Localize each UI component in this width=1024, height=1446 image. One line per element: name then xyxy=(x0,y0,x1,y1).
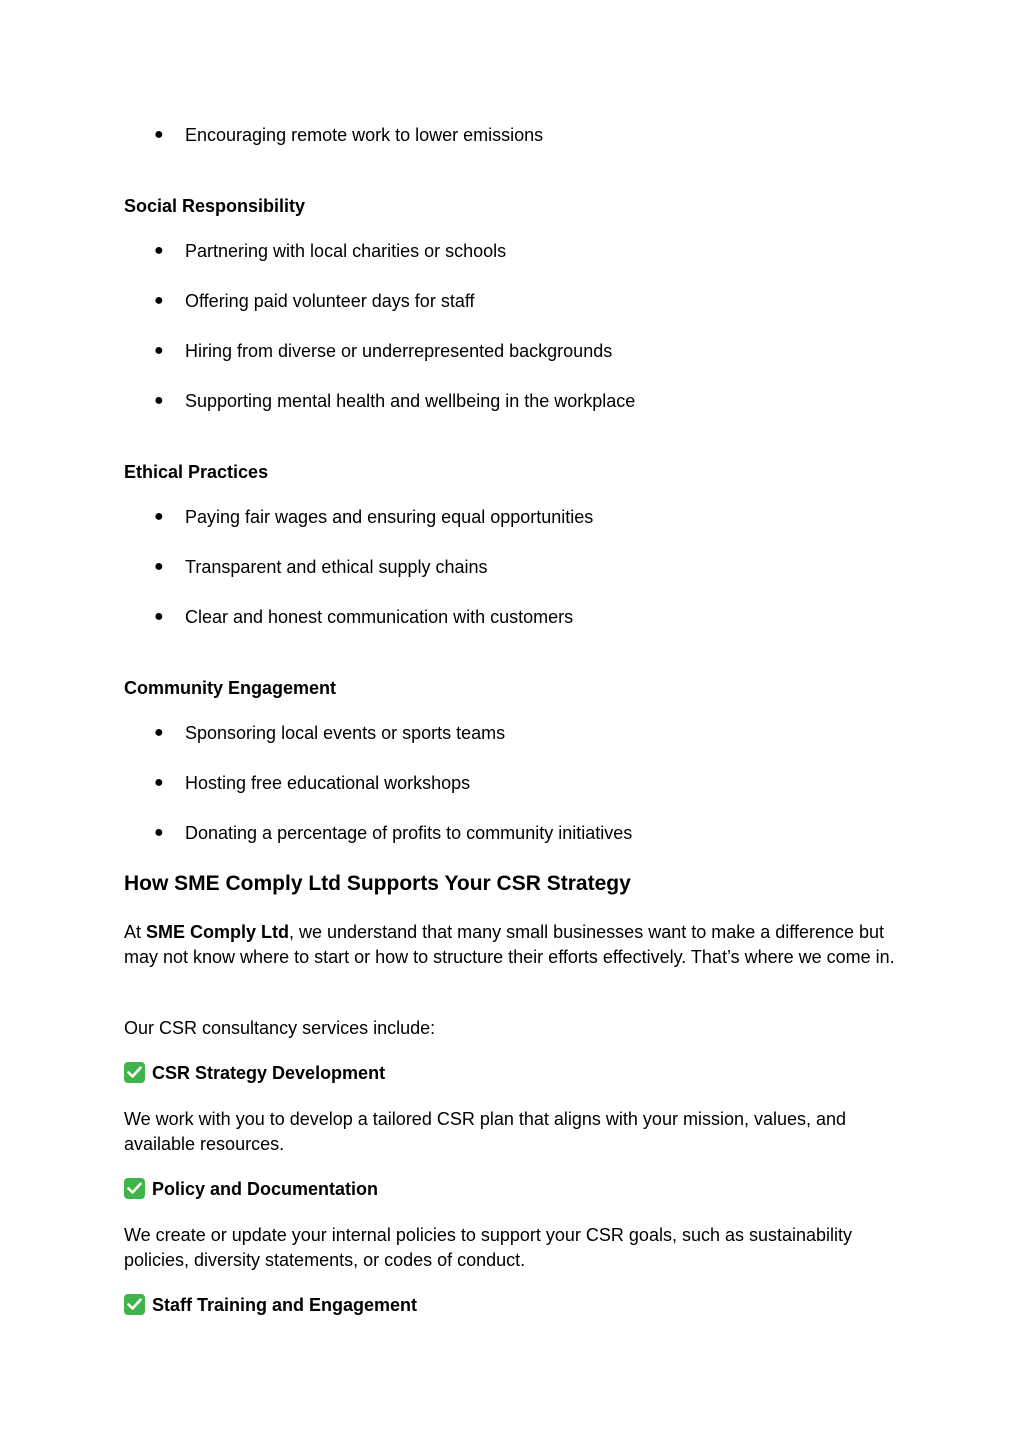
bullet-icon: ● xyxy=(154,774,164,791)
intro-prefix: At xyxy=(124,922,147,942)
service-title: Policy and Documentation xyxy=(152,1179,379,1199)
check-mark-icon xyxy=(124,1178,145,1199)
check-mark-icon xyxy=(124,1062,145,1083)
check-mark-icon xyxy=(124,1294,145,1315)
list-item-text: Hosting free educational workshops xyxy=(185,773,471,793)
bullet-icon: ● xyxy=(154,126,164,143)
list-item-text: Partnering with local charities or schools xyxy=(185,241,507,261)
bullet-icon: ● xyxy=(154,508,164,525)
service-heading xyxy=(124,1062,385,1084)
list-item-text: Clear and honest communication with customers xyxy=(185,607,574,627)
service-title: Staff Training and Engagement xyxy=(152,1295,418,1315)
service-title: CSR Strategy Development xyxy=(152,1063,386,1083)
bullet-icon: ● xyxy=(154,608,164,625)
bullet-icon: ● xyxy=(154,242,164,259)
service-heading xyxy=(124,1294,417,1316)
list-item-text: Paying fair wages and ensuring equal opportunities xyxy=(185,507,594,527)
list-item-text: Encouraging remote work to lower emissions xyxy=(185,125,544,145)
services-intro: Our CSR consultancy services include: xyxy=(124,1018,436,1038)
list-item-text: Hiring from diverse or underrepresented backgrounds xyxy=(185,341,613,361)
bullet-icon: ● xyxy=(154,558,164,575)
service-description: We create or update your internal policies to support your CSR goals, such as sustainability policies, diversity statements, or codes of conduct. xyxy=(124,1225,853,1270)
bullet-icon: ● xyxy=(154,342,164,359)
list-item-text: Offering paid volunteer days for staff xyxy=(185,291,475,311)
section-heading-social: Social Responsibility xyxy=(124,196,306,216)
bullet-icon: ● xyxy=(154,724,164,741)
list-item-text: Supporting mental health and wellbeing in the workplace xyxy=(185,391,636,411)
list-item-text: Sponsoring local events or sports teams xyxy=(185,723,506,743)
bullet-icon: ● xyxy=(154,824,164,841)
service-heading xyxy=(124,1178,378,1200)
intro-rest: , we understand that many small businesses want to make a difference but may not know where to start or how to structure their efforts effectively. That’s where we come in. xyxy=(124,922,895,967)
intro-paragraph xyxy=(124,920,904,970)
service-description: We work with you to develop a tailored CSR plan that aligns with your mission, values, and available resources. xyxy=(124,1109,847,1154)
section-heading-ethical: Ethical Practices xyxy=(124,462,269,482)
section-heading-community: Community Engagement xyxy=(124,678,337,698)
bullet-icon: ● xyxy=(154,392,164,409)
company-name: SME Comply Ltd xyxy=(146,922,290,942)
section-title-support: How SME Comply Ltd Supports Your CSR Strategy xyxy=(124,872,631,895)
list-item-text: Transparent and ethical supply chains xyxy=(185,557,488,577)
list-item-text: Donating a percentage of profits to community initiatives xyxy=(185,823,633,843)
bullet-icon: ● xyxy=(154,292,164,309)
